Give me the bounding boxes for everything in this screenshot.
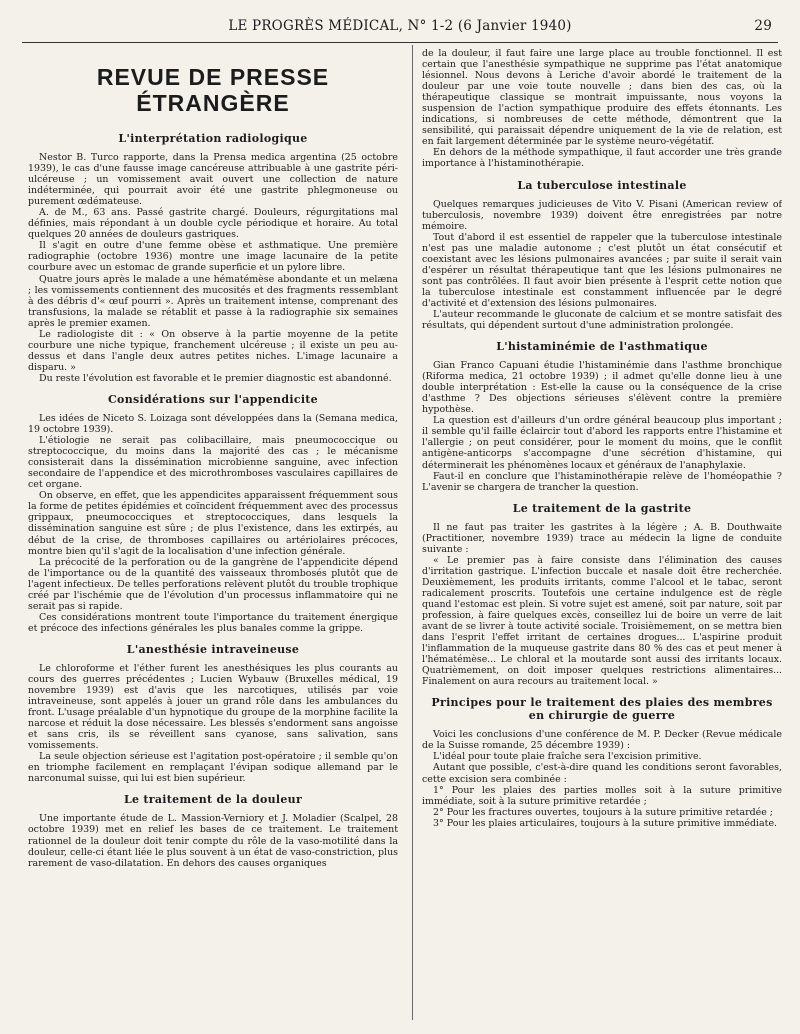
paragraph: Le radiologiste dit : « On observe à la partie moyenne de la petite courbure une niche typique, franchement ulcéreuse ; il existe un peu au-dessus et dans l'angle deux autres petites niches. L'image lacunaire a disparu. » — [28, 328, 398, 373]
paragraph: Quelques remarques judicieuses de Vito V. Pisani (American review of tuberculosis, novembre 1939) doivent être enregistrées par notre mémoire. — [422, 198, 782, 232]
paragraph: Les idées de Niceto S. Loizaga sont développées dans la (Semana medica, 19 octobre 1939). — [28, 412, 398, 436]
header-rule — [22, 42, 778, 43]
left-column — [28, 56, 398, 1018]
paragraph: Voici les conclusions d'une conférence de M. P. Decker (Revue médicale de la Suisse romande, 25 décembre 1939) : — [422, 729, 782, 752]
column-divider — [412, 45, 413, 1020]
paragraph: 3° Pour les plaies articulaires, toujours à la suture primitive immédiate. — [433, 817, 778, 829]
paragraph: 1° Pour les plaies des parties molles soit à la suture primitive immédiate, soit à la suture primitive retardée ; — [422, 784, 782, 807]
paragraph: Ces considérations montrent toute l'importance du traitement énergique et précoce des infections générales les plus banales comme la grippe. — [28, 611, 398, 634]
article-title: Principes pour le traitement des plaies des membres en chirurgie de guerre — [431, 696, 773, 723]
paragraph: La question est d'ailleurs d'un ordre général beaucoup plus important ; il semble qu'il faille éclaircir tout d'abord les rapports entre l'histamine et l'allergie ; on peut considérer, pour le moment du moins, que le conflit antigène-anticorps s'accompagne d'une sécrétion d'histamine, qui déterminerait les phénomènes locaux et généraux de l'anaphylaxie. — [422, 415, 782, 471]
running-head — [28, 18, 772, 38]
right-column — [422, 48, 782, 1018]
paragraph: A. de M., 63 ans. Passé gastrite chargé. Douleurs, régurgitations mal définies, mais répondant à un double cycle périodique et horaire. Au total quelques 20 années de douleurs gastriques. — [28, 207, 398, 241]
paragraph: L'idéal pour toute plaie fraîche sera l'excision primitive. — [433, 751, 702, 763]
paragraph: L'auteur recommande le gluconate de calcium et se montre satisfait des résultats, qui dépendent surtout d'une administration prolongée. — [422, 308, 782, 332]
paragraph: Il s'agit en outre d'une femme obèse et asthmatique. Une première radiographie (octobre 1936) montre une image lacunaire de la petite courbure avec un estomac de grande superficie et un pylore libre. — [28, 240, 398, 274]
paragraph: La précocité de la perforation ou de la gangrène de l'appendicite dépend de l'importance ou de la quantité des vaisseaux thrombosés plutôt que de l'agent infectieux. De telles perforations relèvent plutôt du trouble trophique créé par l'ischémie que de l'évolution d'un processus inflammatoire qui ne serait pas si rapide. — [28, 556, 398, 612]
paragraph: Quatre jours après le malade a une hématémèse abondante et un melæna ; les vomissements contiennent des mucosités et des fragments ressemblant à des débris d'« œuf pourri ». Après un traitement intense, comprenant des transfusions, la malade se rétablit et passe à la radiographie six semaines après le premier examen. — [28, 273, 398, 329]
paragraph: En dehors de la méthode sympathique, il faut accorder une très grande importance à l'histaminothérapie. — [422, 147, 782, 170]
article-title: L'anesthésie intraveineuse — [126, 642, 300, 656]
paragraph: Du reste l'évolution est favorable et le premier diagnostic est abandonné. — [39, 372, 392, 384]
section-title: REVUE DE PRESSE ÉTRANGÈRE — [96, 64, 330, 116]
paragraph: On observe, en effet, que les appendicites apparaissent fréquemment sous la forme de petites épidémies et coïncident fréquemment avec des processus grippaux, pneumococciques et streptococciques, dans lesquels la dissémination sanguine est sûre ; de plus l'existence, dans les extirpés, au début de la crise, de thromboses capillaires ou artériolaires précoces, montre bien qu'il s'agit de la localisation d'une infection générale. — [28, 490, 398, 557]
article-title: L'interprétation radiologique — [118, 132, 308, 145]
paragraph: Nestor B. Turco rapporte, dans la Prensa medica argentina (25 octobre 1939), le cas d'une fausse image cancéreuse attribuable à une gastrite péri-ulcéreuse ; un vomissement avait ouvert une collection de nature indéterminée, qui pourrait avoir été une gastrite phlegmoneuse ou purement œdémateuse. — [28, 152, 398, 208]
paragraph: Il ne faut pas traiter les gastrites à la légère ; A. B. Douthwaite (Practitioner, novembre 1939) trace au médecin la ligne de conduite suivante : — [422, 521, 782, 555]
article-title: La tuberculose intestinale — [517, 178, 687, 192]
paragraph: L'étiologie ne serait pas colibacillaire, mais pneumococcique ou streptococcique, du moins dans la majorité des cas ; le mécanisme consisterait dans la dissémination microbienne sanguine, avec infection secondaire de l'appendice et des microthromboses vasculaires capillaires de cet organe. — [28, 435, 398, 491]
paragraph: Faut-il en conclure que l'histaminothérapie relève de l'homéopathie ? L'avenir se chargera de trancher la question. — [422, 470, 782, 493]
paragraph: Tout d'abord il est essentiel de rappeler que la tuberculose intestinale n'est pas une maladie autonome ; c'est plutôt un état consécutif et coexistant avec les lésions pulmonaires avancées ; par suite il serait vain d'espérer un résultat thérapeutique tant que les lésions pulmonaires ne sont pas contrôlées. Il faut avoir bien présente à l'esprit cette notion que la tuberculose intestinale est constamment influencée par le degré d'activité et d'extension des lésions pulmonaires. — [422, 231, 782, 309]
paragraph: Le chloroforme et l'éther furent les anesthésiques les plus courants au cours des guerres précédentes ; Lucien Wybauw (Bruxelles médical, 19 novembre 1939) est d'avis que les narcotiques, utilisés par voie intraveineuse, sont appelés à jouer un grand rôle dans les ambulances du front. L'usage préalable d'un hypnotique du groupe de la morphine facilite la narcose et réduit la dose nécessaire. Les blessés s'endorment sans angoisse et sans cris, ils se réveillent sans cyanose, sans salivation, sans vomissements. — [28, 662, 398, 752]
paragraph: Gian Franco Capuani étudie l'histaminémie dans l'asthme bronchique (Riforma medica, 21 octobre 1939) ; il admet qu'elle donne lieu à une double interprétation : Est-elle la cause ou la conséquence de la crise d'asthme ? Des objections sérieuses s'élèvent contre la première hypothèse. — [422, 360, 782, 416]
paragraph: Autant que possible, c'est-à-dire quand les conditions seront favorables, cette excision sera combinée : — [422, 762, 782, 785]
paragraph: de la douleur, il faut faire une large place au trouble fonctionnel. Il est certain que l'anesthésie sympathique ne supprime pas l'état anatomique lésionnel. Nous devons à Leriche d'avoir abordé le traitement de la douleur par une voie toute nouvelle ; dans bien des cas, où la thérapeutique classique se montrait impuissante, nous voyons la suspension de l'action sympathique produire des effets étonnants. Les indications, si nombreuses de cette méthode, démontrent que la sensibilité, qui paraissait dépendre uniquement de la vie de relation, est en fait largement déterminée par le système neuro-végétatif. — [422, 48, 782, 148]
article-title: Le traitement de la gastrite — [512, 501, 692, 515]
paragraph: La seule objection sérieuse est l'agitation post-opératoire ; il semble qu'on en triomphe facilement en remplaçant l'évipan sodique allemand par le narconumal suisse, qui lui est bien supérieur. — [28, 751, 398, 785]
journal-title: LE PROGRÈS MÉDICAL, N° 1-2 (6 Janvier 1940) — [228, 18, 572, 34]
article-title: Considérations sur l'appendicite — [108, 392, 318, 406]
article-title: Le traitement de la douleur — [123, 793, 303, 807]
paragraph: 2° Pour les fractures ouvertes, toujours à la suture primitive retardée ; — [433, 806, 773, 818]
article-title: L'histaminémie de l'asthmatique — [496, 340, 708, 354]
paragraph: Une importante étude de L. Massion-Verniory et J. Moladier (Scalpel, 28 octobre 1939) met en relief les bases de ce traitement. Le traitement rationnel de la douleur doit tenir compte du rôle de la vaso-motilité dans la douleur, celle-ci étant liée le plus souvent à un état de vaso-constriction, plus rarement de vaso-dilatation. En dehors des causes organiques — [28, 813, 398, 869]
quotation: « Le premier pas à faire consiste dans l'élimination des causes d'irritation gastrique. L'infection buccale et nasale doit être recherchée. Deuxièmement, les produits irritants, comme l'alcool et le tabac, seront radicalement proscrits. Toutefois une certaine indulgence est de règle quand l'estomac est plein. Si votre sujet est amené, soit par nature, soit par profession, à faire quelques excès, conseillez lui de boire un verre de lait avant de se livrer à toute activité sociale. Troisièmement, on se mettra bien dans l'esprit l'effet irritant de certaines drogues... L'aspirine produit l'inflammation de la muqueuse gastrite dans 80 % des cas et peut mener à l'hématémèse... Le chloral et la moutarde sont aussi des irritants locaux. Quatrièmement, on doit imposer quelques restrictions alimentaires... Finalement on aura recours au traitement local. » — [422, 554, 782, 688]
page-number: 29 — [754, 18, 772, 34]
